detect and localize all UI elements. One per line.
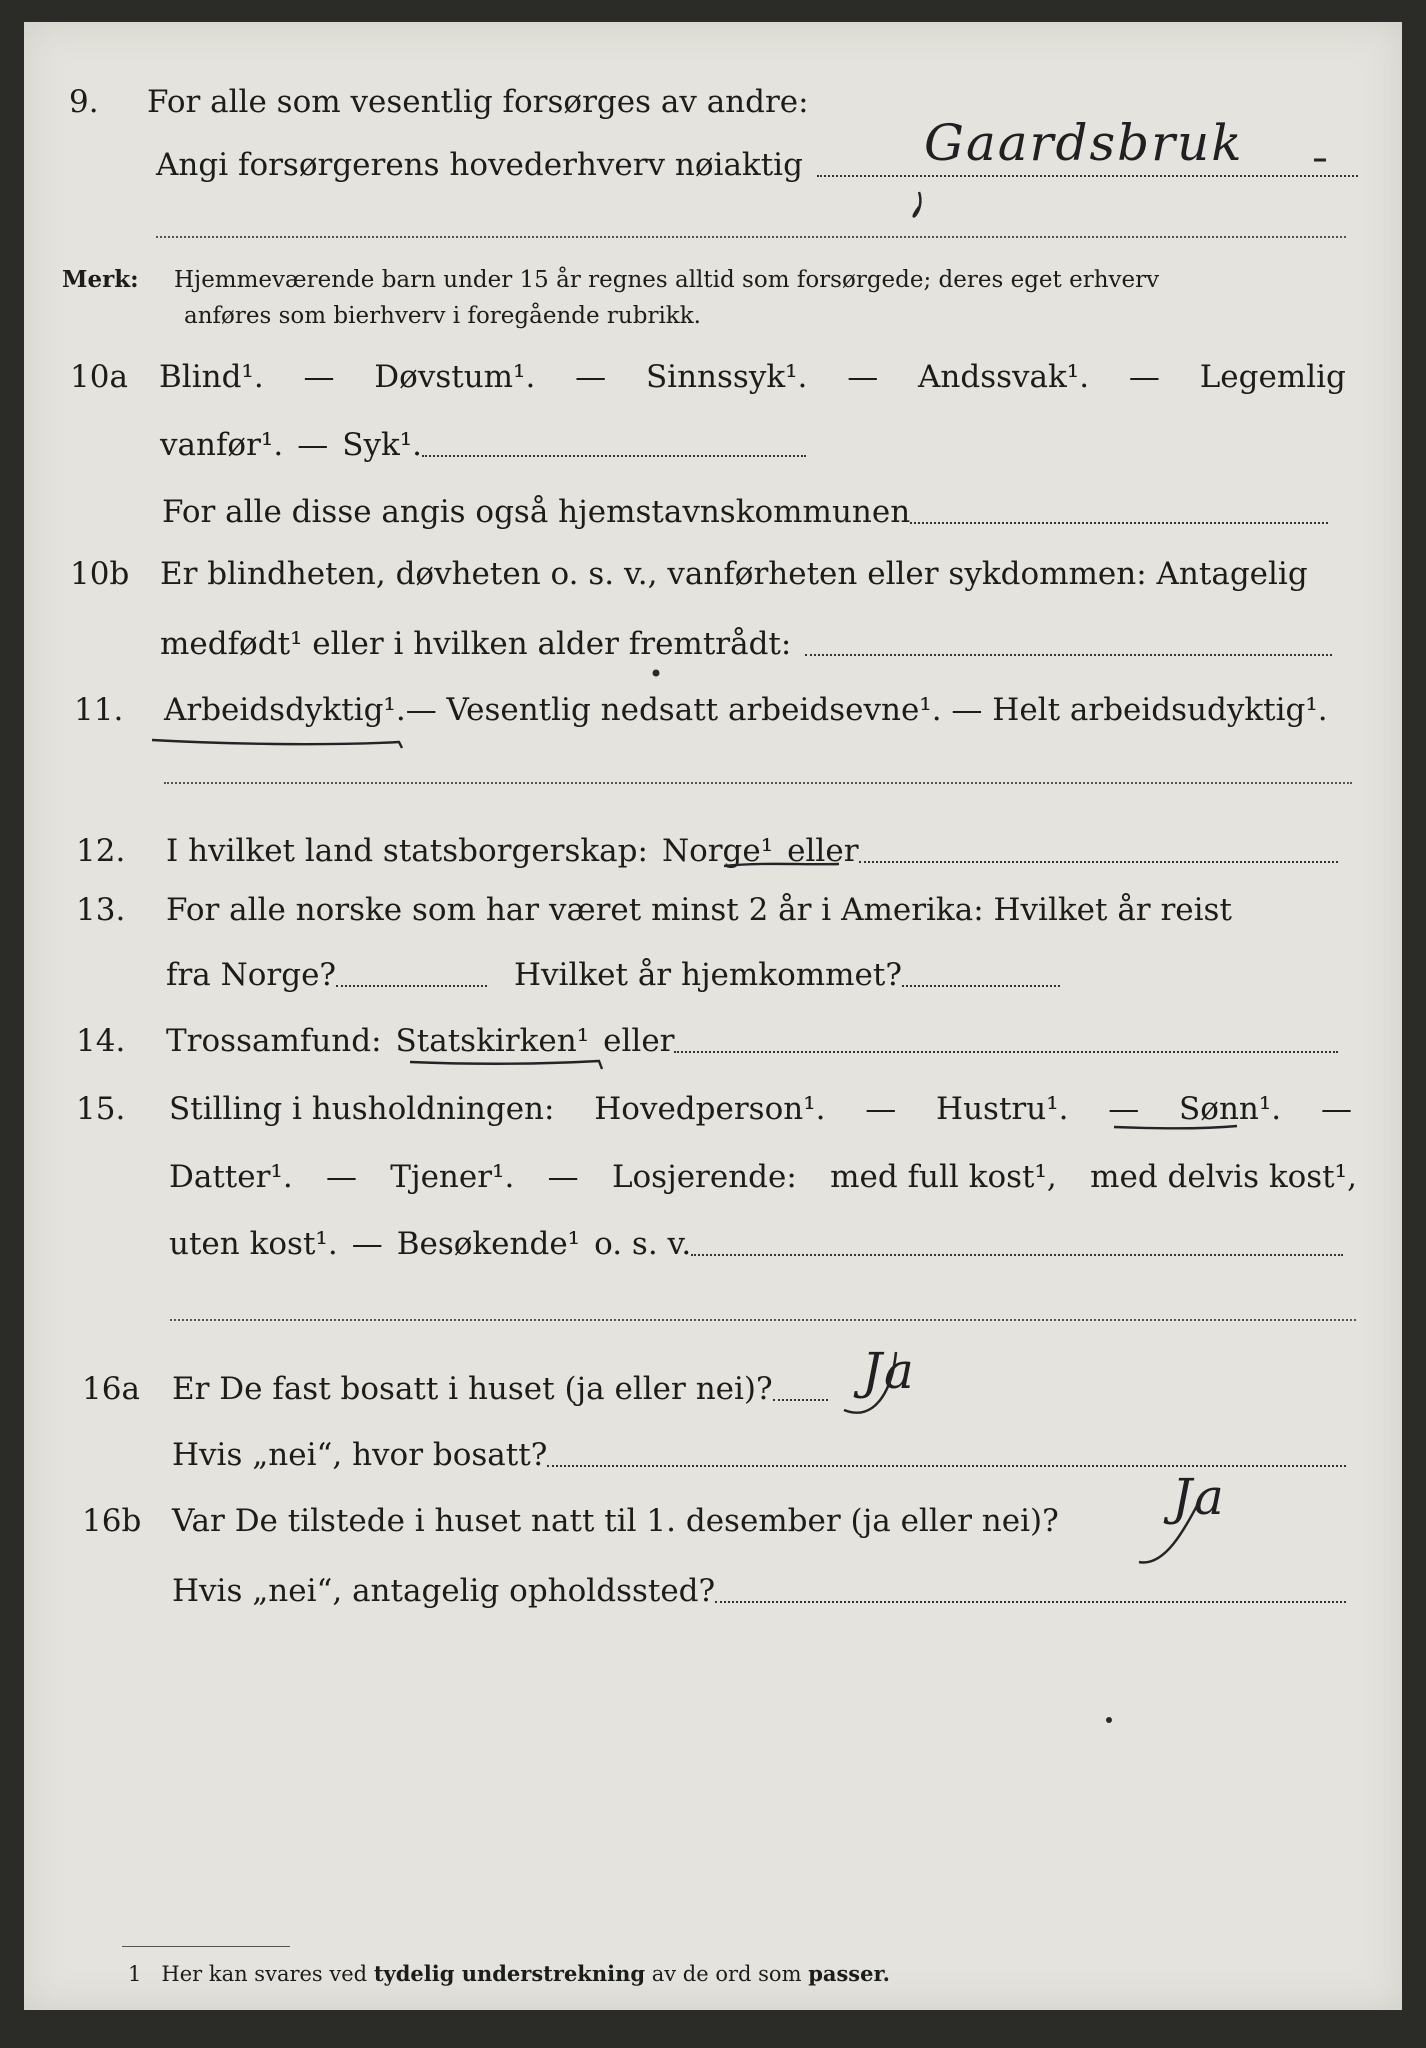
q14-text: Trossamfund: bbox=[166, 1023, 382, 1059]
q10b-text2: medfødt¹ eller i hvilken alder fremtrådt: bbox=[160, 626, 792, 662]
q10a-line3 bbox=[24, 487, 1402, 537]
q10b-number: 10b bbox=[70, 556, 130, 592]
q13-reist-text: fra Norge? bbox=[166, 957, 337, 993]
q10a-andssvak: Andssvak¹. bbox=[918, 359, 1090, 395]
q15-stilling-text: Stilling i husholdningen: bbox=[169, 1091, 555, 1127]
q10a-dash5: — bbox=[297, 427, 329, 463]
q10a-vanfor: vanfør¹. bbox=[160, 427, 284, 463]
merk-line2 bbox=[24, 298, 1402, 334]
q13-number: 13. bbox=[76, 892, 126, 928]
q10a-number: 10a bbox=[70, 359, 128, 395]
q16b-text2: Hvis „nei“, antagelig opholdssted? bbox=[172, 1573, 716, 1609]
q16a-bosatt-answer-line[interactable] bbox=[547, 1465, 1346, 1467]
q15-hustru: Hustru¹. bbox=[936, 1091, 1069, 1127]
q15-extra-line bbox=[170, 1319, 1356, 1321]
q11-arbeidsdyktig: Arbeidsdyktig¹. bbox=[164, 692, 406, 728]
q15-dash2: — bbox=[1108, 1091, 1140, 1127]
q15-line3 bbox=[24, 1219, 1402, 1269]
merk-line1 bbox=[24, 262, 1402, 298]
q15-uten-kost: uten kost¹. bbox=[169, 1226, 338, 1262]
q15-osv: o. s. v. bbox=[594, 1226, 692, 1262]
q16a-text2: Hvis „nei“, hvor bosatt? bbox=[172, 1437, 548, 1473]
q15-line1 bbox=[24, 1084, 1402, 1134]
footnote-text2: av de ord som bbox=[651, 1962, 802, 1986]
q12-line bbox=[24, 826, 1402, 876]
q14-answer-line[interactable] bbox=[674, 1051, 1338, 1053]
merk-text1: Hjemmeværende barn under 15 år regnes alltid som forsørgede; deres eget erhverv bbox=[174, 267, 1160, 293]
footnote-bold1: tydelig understrekning bbox=[373, 1961, 646, 1986]
q15-dash4: — bbox=[326, 1159, 357, 1195]
q15-besokende: Besøkende¹ bbox=[396, 1226, 581, 1262]
q16a-line1 bbox=[24, 1342, 1402, 1414]
q16b-handwritten-answer: Ja bbox=[1172, 1468, 1226, 1526]
q10b-answer-line[interactable] bbox=[805, 654, 1332, 656]
q15-losjerende: Losjerende: bbox=[611, 1159, 797, 1195]
q10a-hjemstavn-text: For alle disse angis også hjemstavnskommunen bbox=[162, 494, 911, 530]
q15-sonn: Sønn¹. bbox=[1179, 1091, 1282, 1127]
q13-hjemkommet-answer-line[interactable] bbox=[902, 985, 1060, 987]
q11-underline bbox=[152, 740, 402, 748]
q9-text2: Angi forsørgerens hovederhverv nøiaktig bbox=[156, 147, 803, 183]
q9-text: For alle som vesentlig forsørges av andre: bbox=[147, 84, 809, 120]
footnote-mark: 1 bbox=[128, 1962, 142, 1986]
q9-handwritten-answer: Gaardsbruk bbox=[924, 114, 1244, 172]
footnote bbox=[128, 1956, 890, 1992]
q10a-dash4: — bbox=[1128, 359, 1160, 395]
q15-number: 15. bbox=[76, 1091, 126, 1127]
q10b-text1: Er blindheten, døvheten o. s. v., vanførheten eller sykdommen: Antagelig bbox=[160, 556, 1308, 592]
footnote-rule bbox=[122, 1946, 290, 1947]
q9-line2 bbox=[24, 114, 1402, 190]
q12-eller: eller bbox=[787, 833, 859, 869]
q10a-dovstum: Døvstum¹. bbox=[374, 359, 536, 395]
q16a-handwritten-answer: Ja bbox=[862, 1342, 916, 1400]
q16b-opholdssted-answer-line[interactable] bbox=[715, 1601, 1346, 1603]
q12-number: 12. bbox=[76, 833, 126, 869]
q10b-line2 bbox=[24, 619, 1402, 669]
q15-line2 bbox=[24, 1152, 1402, 1202]
merk-label: Merk: bbox=[62, 266, 139, 293]
q10a-syk-answer-line[interactable] bbox=[422, 455, 806, 457]
q15-datter: Datter¹. bbox=[169, 1159, 293, 1195]
q9-number: 9. bbox=[69, 84, 99, 120]
q13-text1: For alle norske som har været minst 2 år i Amerika: Hvilket år reist bbox=[166, 892, 1232, 928]
q12-answer-line[interactable] bbox=[859, 861, 1338, 863]
q16a-number: 16a bbox=[82, 1371, 140, 1407]
q14-statskirken: Statskirken¹ bbox=[395, 1023, 590, 1059]
q15-dash5: — bbox=[547, 1159, 579, 1195]
q16b-number: 16b bbox=[82, 1503, 142, 1539]
q14-number: 14. bbox=[76, 1023, 126, 1059]
q13-line1 bbox=[24, 885, 1402, 935]
q10a-hjemstavn-answer-line[interactable] bbox=[910, 522, 1328, 524]
q15-dash3: — bbox=[1320, 1091, 1352, 1127]
footnote-text1: Her kan svares ved bbox=[161, 1962, 368, 1986]
q16b-line1 bbox=[24, 1468, 1402, 1546]
q9-extra-line bbox=[156, 236, 1346, 238]
q13-hjemkommet-text: Hvilket år hjemkommet? bbox=[514, 957, 902, 993]
q11-line bbox=[24, 685, 1402, 735]
q16b-line2 bbox=[24, 1566, 1402, 1616]
q15-tjener: Tjener¹. bbox=[390, 1159, 515, 1195]
q10a-blind: Blind¹. bbox=[159, 359, 264, 395]
q15-dash6: — bbox=[351, 1226, 383, 1262]
q15-full-kost: med full kost¹, bbox=[830, 1159, 1057, 1195]
footnote-bold2: passer. bbox=[808, 1961, 890, 1986]
q14-line bbox=[24, 1016, 1402, 1066]
q10a-dash3: — bbox=[847, 359, 879, 395]
q10a-dash2: — bbox=[575, 359, 607, 395]
q15-hovedperson: Hovedperson¹. bbox=[594, 1091, 826, 1127]
q14-eller: eller bbox=[603, 1023, 675, 1059]
merk-text2: anføres som bierhverv i foregående rubrikk. bbox=[184, 303, 701, 329]
q15-dash1: — bbox=[865, 1091, 897, 1127]
q10a-sinnssyk: Sinnssyk¹. bbox=[645, 359, 808, 395]
census-form-page bbox=[24, 22, 1402, 2010]
q16a-answer-line[interactable] bbox=[773, 1399, 828, 1401]
q12-norge: Norge¹ bbox=[661, 833, 774, 869]
q13-line2 bbox=[24, 950, 1402, 1000]
q16a-text1: Er De fast bosatt i huset (ja eller nei)? bbox=[172, 1371, 773, 1407]
q11-other-options: — Vesentlig nedsatt arbeidsevne¹. — Helt arbeidsudyktig¹. bbox=[405, 692, 1328, 728]
q16b-text1: Var De tilstede i huset natt til 1. desember (ja eller nei)? bbox=[172, 1503, 1059, 1539]
ink-speck-2 bbox=[1106, 1717, 1112, 1723]
q10a-dash1: — bbox=[303, 359, 335, 395]
q9-handwriting-flourish bbox=[914, 192, 921, 216]
q10a-line2 bbox=[24, 420, 1402, 470]
q11-extra-line bbox=[164, 782, 1352, 784]
q15-delvis-kost: med delvis kost¹, bbox=[1090, 1159, 1357, 1195]
q12-text: I hvilket land statsborgerskap: bbox=[166, 833, 648, 869]
q10a-line1 bbox=[24, 352, 1402, 402]
q13-reist-answer-line[interactable] bbox=[336, 985, 487, 987]
q15-answer-line[interactable] bbox=[691, 1254, 1343, 1256]
ink-speck bbox=[653, 670, 660, 677]
q10a-legemlig: Legemlig bbox=[1199, 359, 1346, 395]
q9-answer-line[interactable] bbox=[817, 175, 1358, 177]
q10b-line1 bbox=[24, 549, 1402, 599]
q10a-syk: Syk¹. bbox=[342, 427, 423, 463]
q11-number: 11. bbox=[74, 692, 124, 728]
